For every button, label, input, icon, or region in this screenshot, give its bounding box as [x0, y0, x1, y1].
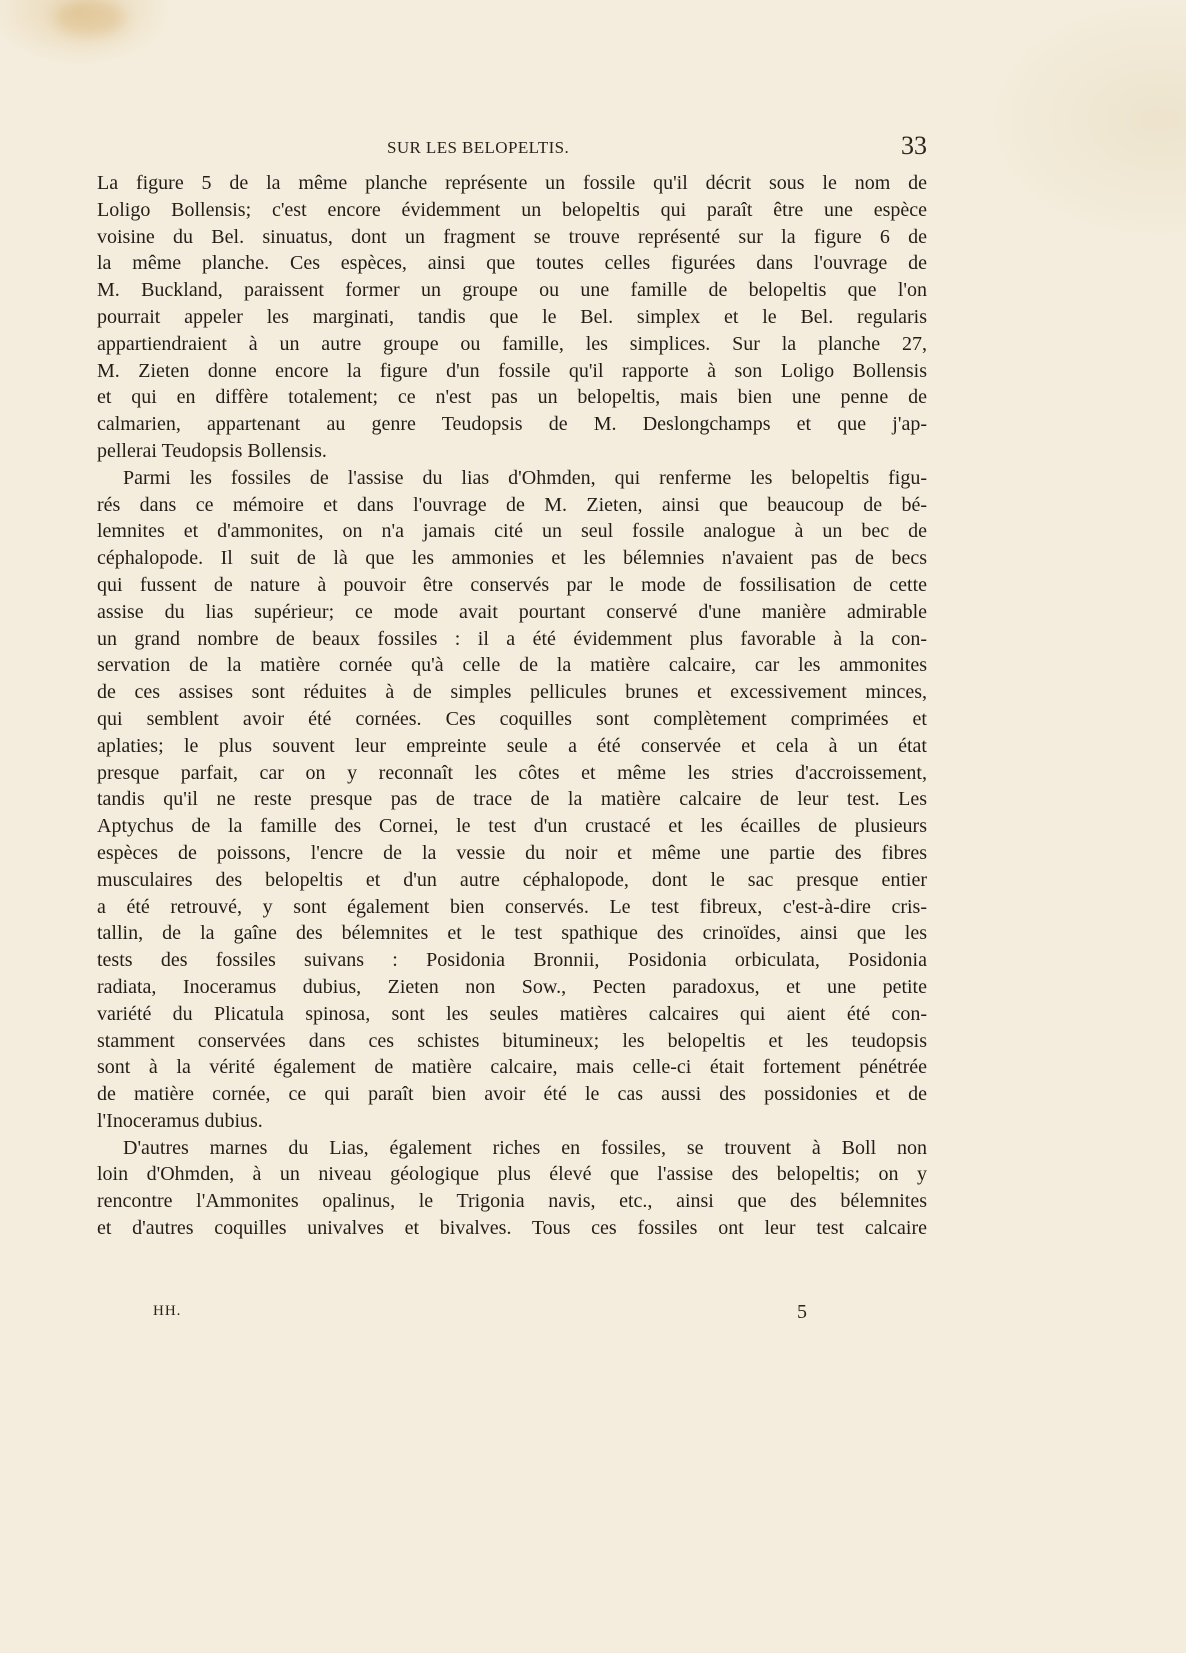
text-line: a été retrouvé, y sont également bien conservés. Le test fibreux, c'est-à-dire cris- [97, 895, 927, 918]
printer-signature: HH. [153, 1303, 182, 1319]
text-line: lemnites et d'ammonites, on n'a jamais cité un seul fossile analogue à un bec de [97, 520, 927, 543]
text-line: tandis qu'il ne reste presque pas de trace de la matière calcaire de leur test. Les [97, 788, 927, 811]
text-line: espèces de poissons, l'encre de la vessie du noir et même une partie des fibres [97, 841, 927, 864]
text-line: Parmi les fossiles de l'assise du lias d'Ohmden, qui renferme les belopeltis figu- [123, 466, 927, 489]
text-line: musculaires des belopeltis et d'un autre céphalopode, dont le sac presque entier [97, 868, 927, 891]
text-line: Loligo Bollensis; c'est encore évidemment un belopeltis qui paraît être une espèce [97, 198, 927, 221]
text-line: qui fussent de nature à pouvoir être conservés par le mode de fossilisation de cette [97, 573, 927, 596]
text-line: tallin, de la gaîne des bélemnites et le test spathique des crinoïdes, ainsi que les [97, 922, 927, 945]
text-line: appartiendraient à un autre groupe ou famille, les simplices. Sur la planche 27, [97, 332, 927, 355]
text-line: M. Zieten donne encore la figure d'un fossile qu'il rapporte à son Loligo Bollensis [97, 359, 927, 382]
text-line: pourrait appeler les marginati, tandis que le Bel. simplex et le Bel. regularis [97, 305, 927, 328]
page-footer [97, 1301, 927, 1327]
text-line: servation de la matière cornée qu'à celle de la matière calcaire, car les ammonites [97, 654, 927, 677]
text-line: La figure 5 de la même planche représente un fossile qu'il décrit sous le nom de [97, 172, 927, 194]
page-header [97, 131, 927, 164]
text-line: calmarien, appartenant au genre Teudopsis de M. Deslongchamps et que j'ap- [97, 413, 927, 436]
body-text [97, 170, 927, 1242]
text-line: presque parfait, car on y reconnaît les côtes et même les stries d'accroissement, [97, 761, 927, 784]
text-line: M. Buckland, paraissent former un groupe ou une famille de belopeltis que l'on [97, 279, 927, 302]
text-line: tests des fossiles suivans : Posidonia Bronnii, Posidonia orbiculata, Posidonia [97, 949, 927, 972]
text-line: et d'autres coquilles univalves et bivalves. Tous ces fossiles ont leur test calcaire [97, 1217, 927, 1240]
text-line: D'autres marnes du Lias, également riches en fossiles, se trouvent à Boll non [123, 1136, 927, 1159]
text-line: pellerai Teudopsis Bollensis. [97, 439, 327, 462]
running-title: SUR LES BELOPELTIS. [387, 138, 570, 157]
text-line: variété du Plicatula spinosa, sont les seules matières calcaires qui aient été con- [97, 1002, 927, 1025]
text-line: et qui en diffère totalement; ce n'est pas un belopeltis, mais bien une penne de [97, 386, 927, 409]
page-number: 33 [901, 131, 927, 160]
text-line: voisine du Bel. sinuatus, dont un fragment se trouve représenté sur la figure 6 de [97, 225, 927, 248]
text-line: Aptychus de la famille des Cornei, le test d'un crustacé et les écailles de plusieurs [97, 815, 927, 838]
text-line: aplaties; le plus souvent leur empreinte seule a été conservée et cela à un état [97, 734, 927, 757]
text-line: de matière cornée, ce qui paraît bien avoir été le cas aussi des possidonies et de [97, 1083, 927, 1106]
text-line: de ces assises sont réduites à de simples pellicules brunes et excessivement minces, [97, 681, 927, 704]
text-line: céphalopode. Il suit de là que les ammonies et les bélemnies n'avaient pas de becs [97, 547, 927, 570]
text-line: assise du lias supérieur; ce mode avait pourtant conservé d'une manière admirable [97, 600, 927, 623]
paper-stain [55, 0, 125, 36]
text-line: stamment conservées dans ces schistes bitumineux; les belopeltis et les teudopsis [97, 1029, 927, 1052]
sheet-number: 5 [797, 1301, 807, 1323]
text-line: un grand nombre de beaux fossiles : il a été évidemment plus favorable à la con- [97, 627, 927, 650]
text-line: qui semblent avoir été cornées. Ces coquilles sont complètement comprimées et [97, 707, 927, 730]
text-line: loin d'Ohmden, à un niveau géologique plus élevé que l'assise des belopeltis; on y [97, 1163, 927, 1186]
text-line: l'Inoceramus dubius. [97, 1109, 263, 1132]
text-line: radiata, Inoceramus dubius, Zieten non Sow., Pecten paradoxus, et une petite [97, 975, 927, 998]
text-line: la même planche. Ces espèces, ainsi que toutes celles figurées dans l'ouvrage de [97, 252, 927, 275]
text-line: sont à la vérité également de matière calcaire, mais celle-ci était fortement pénétrée [97, 1056, 927, 1079]
text-line: rencontre l'Ammonites opalinus, le Trigonia navis, etc., ainsi que des bélemnites [97, 1190, 927, 1213]
text-line: rés dans ce mémoire et dans l'ouvrage de M. Zieten, ainsi que beaucoup de bé- [97, 493, 927, 516]
